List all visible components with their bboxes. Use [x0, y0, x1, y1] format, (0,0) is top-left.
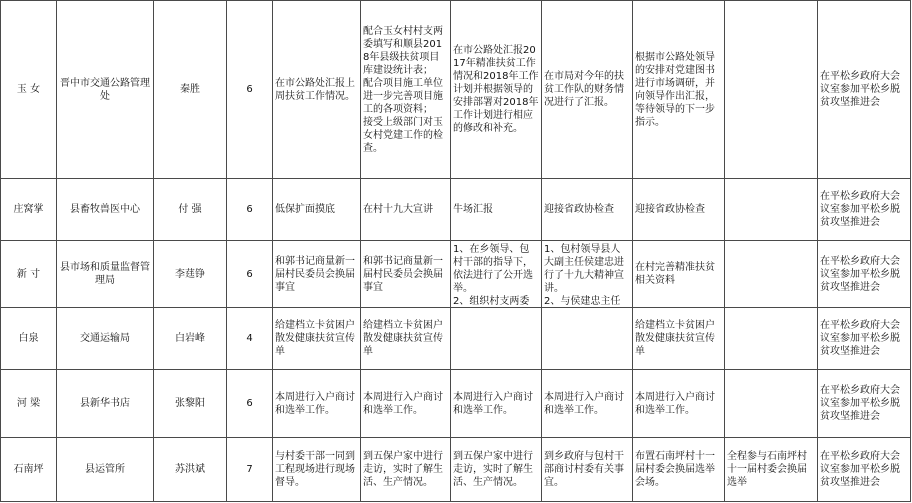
meeting-cell	[818, 241, 911, 308]
unit-cell	[57, 438, 154, 502]
days-cell-text: 6	[246, 204, 253, 215]
day3-cell-text: 到五保户家中进行走访，实时了解生活、生产情况。	[453, 451, 533, 488]
day1-cell	[273, 1, 361, 179]
day2-cell-text: 在村十九大宣讲	[363, 204, 433, 215]
day6-cell	[725, 370, 818, 438]
day6-cell-text: 全程参与石南坪村十一届村委会换届选举	[727, 451, 807, 488]
day2-cell	[361, 1, 451, 179]
meeting-cell-text: 在平松乡政府大会议室参加平松乡脱贫攻坚推进会	[820, 71, 900, 108]
village-cell-text: 河 梁	[16, 398, 41, 409]
meeting-cell	[818, 308, 911, 370]
village-cell-text: 玉 女	[16, 84, 41, 95]
day3-cell-text: 本周进行入户商讨和选举工作。	[453, 391, 533, 416]
day4-cell	[542, 438, 633, 502]
day4-cell	[542, 241, 633, 308]
day1-cell	[273, 438, 361, 502]
day2-cell-text: 和郭书记商量新一届村民委员会换届事宜	[363, 255, 443, 293]
day5-cell-text: 根据市公路处领导的安排对党建图书进行市场调研，并向领导作出汇报，等待领导的下一步指示。	[635, 51, 715, 128]
person-cell	[154, 241, 227, 308]
unit-cell	[57, 308, 154, 370]
day1-cell	[273, 308, 361, 370]
table-row	[1, 370, 911, 438]
unit-cell	[57, 241, 154, 308]
day1-cell-text: 低保扩面摸底	[275, 204, 335, 215]
person-cell	[154, 1, 227, 179]
day6-cell	[725, 308, 818, 370]
person-cell-text: 白岩峰	[175, 333, 205, 344]
person-cell-text: 秦胜	[180, 84, 200, 95]
table-row	[1, 241, 911, 308]
person-cell	[154, 370, 227, 438]
meeting-cell	[818, 438, 911, 502]
unit-cell-text: 县畜牧兽医中心	[70, 204, 140, 215]
unit-cell-text: 晋中市交通公路管理处	[60, 77, 150, 102]
day3-cell-text: 在市公路处汇报2017年精准扶贫工作情况和2018年工作计划并根据领导的安排部署对2018年工作计划进行相应的修改和补充。	[453, 45, 539, 134]
day2-cell-text: 给建档立卡贫困户散发健康扶贫宣传单	[363, 320, 443, 357]
day2-cell	[361, 179, 451, 241]
day5-cell-text: 迎接省政协检查	[635, 204, 705, 215]
table-row	[1, 1, 911, 179]
village-cell	[1, 179, 57, 241]
day2-cell	[361, 241, 451, 308]
day4-cell-text: 迎接省政协检查	[544, 204, 614, 215]
day5-cell-text: 布置石南坪村十一届村委会换届选举会场。	[635, 451, 715, 488]
day6-cell	[725, 438, 818, 502]
days-cell	[227, 370, 273, 438]
meeting-cell-text: 在平松乡政府大会议室参加平松乡脱贫攻坚推进会	[820, 385, 900, 422]
village-cell-text: 石南坪	[13, 464, 44, 475]
days-cell-text: 6	[246, 84, 253, 95]
day1-cell-text: 在市公路处汇报上周扶贫工作情况。	[275, 77, 355, 102]
days-cell	[227, 1, 273, 179]
day5-cell	[633, 241, 725, 308]
days-cell-text: 6	[246, 268, 253, 280]
day5-cell	[633, 179, 725, 241]
village-cell	[1, 308, 57, 370]
day6-cell	[725, 1, 818, 179]
day1-cell	[273, 370, 361, 438]
person-cell-text: 李莛铮	[175, 268, 205, 280]
person-cell-text: 苏洪斌	[175, 464, 205, 475]
day5-cell-text: 在村完善精准扶贫相关资料	[635, 262, 715, 286]
days-cell-text: 6	[246, 398, 253, 409]
day4-cell-text: 在市局对今年的扶贫工作队的财务情况进行了汇报。	[544, 71, 624, 108]
person-cell-text: 张黎阳	[175, 398, 205, 409]
village-cell-text: 庄窝掌	[13, 204, 44, 215]
day1-cell	[273, 241, 361, 308]
unit-cell-text: 县新华书店	[80, 398, 130, 409]
day2-cell	[361, 308, 451, 370]
village-cell	[1, 438, 57, 502]
day4-cell	[542, 1, 633, 179]
days-cell-text: 4	[246, 333, 253, 344]
days-cell	[227, 438, 273, 502]
day3-cell	[451, 1, 542, 179]
person-cell	[154, 438, 227, 502]
day5-cell	[633, 1, 725, 179]
village-cell-text: 新 寸	[16, 268, 41, 280]
day2-cell-text: 配合玉女村村支两委填写和顺县2018年县级扶贫项目库建设统计表； 配合项目施工单位进一步完善项目施工的各项资料； 接受上级部门对玉女村党建工作的检查。	[363, 25, 443, 154]
day5-cell	[633, 438, 725, 502]
meeting-cell-text: 在平松乡政府大会议室参加平松乡脱贫攻坚推进会	[820, 191, 900, 228]
day6-cell	[725, 241, 818, 308]
unit-cell	[57, 1, 154, 179]
day2-cell	[361, 438, 451, 502]
day5-cell-text: 给建档立卡贫困户散发健康扶贫宣传单	[635, 320, 715, 357]
meeting-cell-text: 在平松乡政府大会议室参加平松乡脱贫攻坚推进会	[820, 320, 900, 357]
day3-cell	[451, 370, 542, 438]
day4-cell	[542, 179, 633, 241]
day3-cell	[451, 241, 542, 308]
day3-cell-text: 牛场汇报	[453, 204, 493, 215]
days-cell-text: 7	[246, 464, 253, 475]
person-cell	[154, 308, 227, 370]
day4-cell-text: 本周进行入户商讨和选举工作。	[544, 391, 624, 416]
person-cell-text: 付 强	[178, 204, 202, 215]
day2-cell-text: 到五保户家中进行走访，实时了解生活、生产情况。	[363, 451, 443, 488]
village-cell	[1, 370, 57, 438]
unit-cell	[57, 370, 154, 438]
day1-cell-text: 本周进行入户商讨和选举工作。	[275, 391, 355, 416]
day4-cell	[542, 370, 633, 438]
day5-cell	[633, 370, 725, 438]
meeting-cell	[818, 179, 911, 241]
unit-cell-text: 交通运输局	[80, 333, 130, 344]
village-cell	[1, 241, 57, 308]
unit-cell-text: 县运管所	[85, 464, 125, 475]
meeting-cell-text: 在平松乡政府大会议室参加平松乡脱贫攻坚推进会	[820, 451, 900, 488]
village-cell	[1, 1, 57, 179]
day3-cell	[451, 438, 542, 502]
village-cell-text: 白泉	[18, 333, 39, 344]
day3-cell	[451, 308, 542, 370]
meeting-cell	[818, 1, 911, 179]
days-cell	[227, 308, 273, 370]
person-cell	[154, 179, 227, 241]
unit-cell-text: 县市场和质量监督管理局	[60, 262, 150, 286]
table-row	[1, 308, 911, 370]
day3-cell-text: 1、在乡领导、包村干部的指导下，依法进行了公开选举。 2、组织村支两委	[453, 244, 533, 307]
day2-cell	[361, 370, 451, 438]
unit-cell	[57, 179, 154, 241]
day5-cell	[633, 308, 725, 370]
table-row	[1, 438, 911, 502]
meeting-cell	[818, 370, 911, 438]
day4-cell	[542, 308, 633, 370]
table-row	[1, 179, 911, 241]
days-cell	[227, 241, 273, 308]
days-cell	[227, 179, 273, 241]
day3-cell	[451, 179, 542, 241]
meeting-cell-text: 在平松乡政府大会议室参加平松乡脱贫攻坚推进会	[820, 255, 900, 293]
day1-cell-text: 和郭书记商量新一届村民委员会换届事宜	[275, 255, 355, 293]
day4-cell-text: 1、包村领导县人大副主任侯建忠进行了十九大精神宣讲。 2、与侯建忠主任	[544, 244, 624, 307]
day6-cell	[725, 179, 818, 241]
day5-cell-text: 本周进行入户商讨和选举工作。	[635, 391, 715, 416]
day4-cell-text: 到乡政府与包村干部商讨村委有关事宜。	[544, 451, 624, 488]
day1-cell-text: 与村委干部一同到工程现场进行现场督导。	[275, 451, 355, 488]
day1-cell-text: 给建档立卡贫困户散发健康扶贫宣传单	[275, 320, 355, 357]
day1-cell	[273, 179, 361, 241]
day2-cell-text: 本周进行入户商讨和选举工作。	[363, 391, 443, 416]
